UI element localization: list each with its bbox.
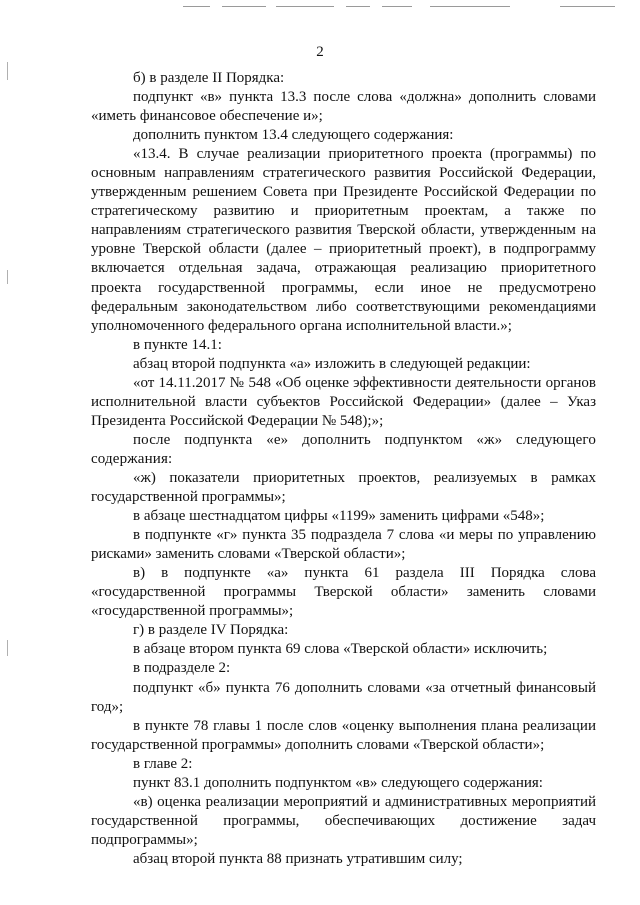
paragraph: абзац второй подпункта «а» изложить в следующей редакции:: [133, 355, 531, 372]
paragraph: «ж) показатели приоритетных проектов, реализуемых в рамках государственной программы»;: [91, 469, 596, 506]
paragraph: пункт 83.1 дополнить подпунктом «в» следующего содержания:: [133, 774, 543, 791]
page-number: 2: [316, 44, 324, 60]
paragraph: б) в разделе II Порядка:: [133, 70, 285, 86]
paragraph: «от 14.11.2017 № 548 «Об оценке эффективности деятельности органов исполнительной власти субъектов Российской Федерации» (далее – Указ Президента Российской Федерации № 548);»;: [91, 374, 596, 429]
scan-artifact-mark: [7, 62, 8, 80]
scan-artifact-line: [430, 6, 510, 7]
paragraph: г) в разделе IV Порядка:: [133, 622, 289, 639]
paragraph: дополнить пунктом 13.4 следующего содержания:: [133, 127, 454, 144]
paragraph: в пункте 78 главы 1 после слов «оценку выполнения плана реализации государственной программы» дополнить словами «Тверской области»;: [91, 717, 596, 753]
scan-artifact-line: [222, 6, 266, 7]
paragraph: после подпункта «е» дополнить подпунктом «ж» следующего содержания:: [91, 431, 596, 467]
paragraph: в абзаце шестнадцатом цифры «1199» заменить цифрами «548»;: [133, 508, 545, 525]
paragraph: в) в подпункте «а» пункта 61 раздела III Порядка слова «государственной программы Тверской области» заменить словами «государственной программы»;: [91, 565, 596, 620]
paragraph: в подпункте «г» пункта 35 подраздела 7 слова «и меры по управлению рисками» заменить словами «Тверской области»;: [91, 527, 596, 563]
scan-artifact-line: [183, 6, 210, 7]
paragraph: «13.4. В случае реализации приоритетного проекта (программы) по основным направлениям стратегического развития Российской Федерации, утвержденным решением Совета при Президенте Российской Федерации по стратегическому развитию и приоритетным проектам, а также по направлениям стратегического развития Тверской области, утвержденным на уровне Тверской области (далее – приоритетный проект), в подпрограмму включается отдельная задача, отражающая реализацию приоритетного проекта государственной программы, если иное не предусмотрено федеральным законодательством либо соответствующими рекомендациями уполномоченного федерального органа исполнительной власти.»;: [91, 146, 596, 334]
paragraph: подпункт «б» пункта 76 дополнить словами «за отчетный финансовый год»;: [91, 679, 596, 715]
scan-artifact-line: [382, 6, 412, 7]
paragraph: в абзаце втором пункта 69 слова «Тверской области» исключить;: [133, 641, 548, 658]
paragraph: «в) оценка реализации мероприятий и административных мероприятий государственной программы, обеспечивающих достижение задач подпрограммы»;: [91, 793, 596, 848]
scan-artifact-mark: [7, 270, 8, 284]
paragraph: в подразделе 2:: [133, 660, 231, 677]
scan-artifact-mark: [7, 640, 8, 656]
paragraph: в пункте 14.1:: [133, 336, 222, 353]
scan-artifact-line: [276, 6, 334, 7]
paragraph: подпункт «в» пункта 13.3 после слова «должна» дополнить словами «иметь финансовое обеспечение и»;: [91, 89, 596, 125]
scan-artifact-line: [346, 6, 370, 7]
scan-artifact-line: [560, 6, 615, 7]
document-body: [91, 69, 596, 869]
paragraph: абзац второй пункта 88 признать утратившим силу;: [133, 850, 463, 867]
paragraph: в главе 2:: [133, 755, 193, 772]
